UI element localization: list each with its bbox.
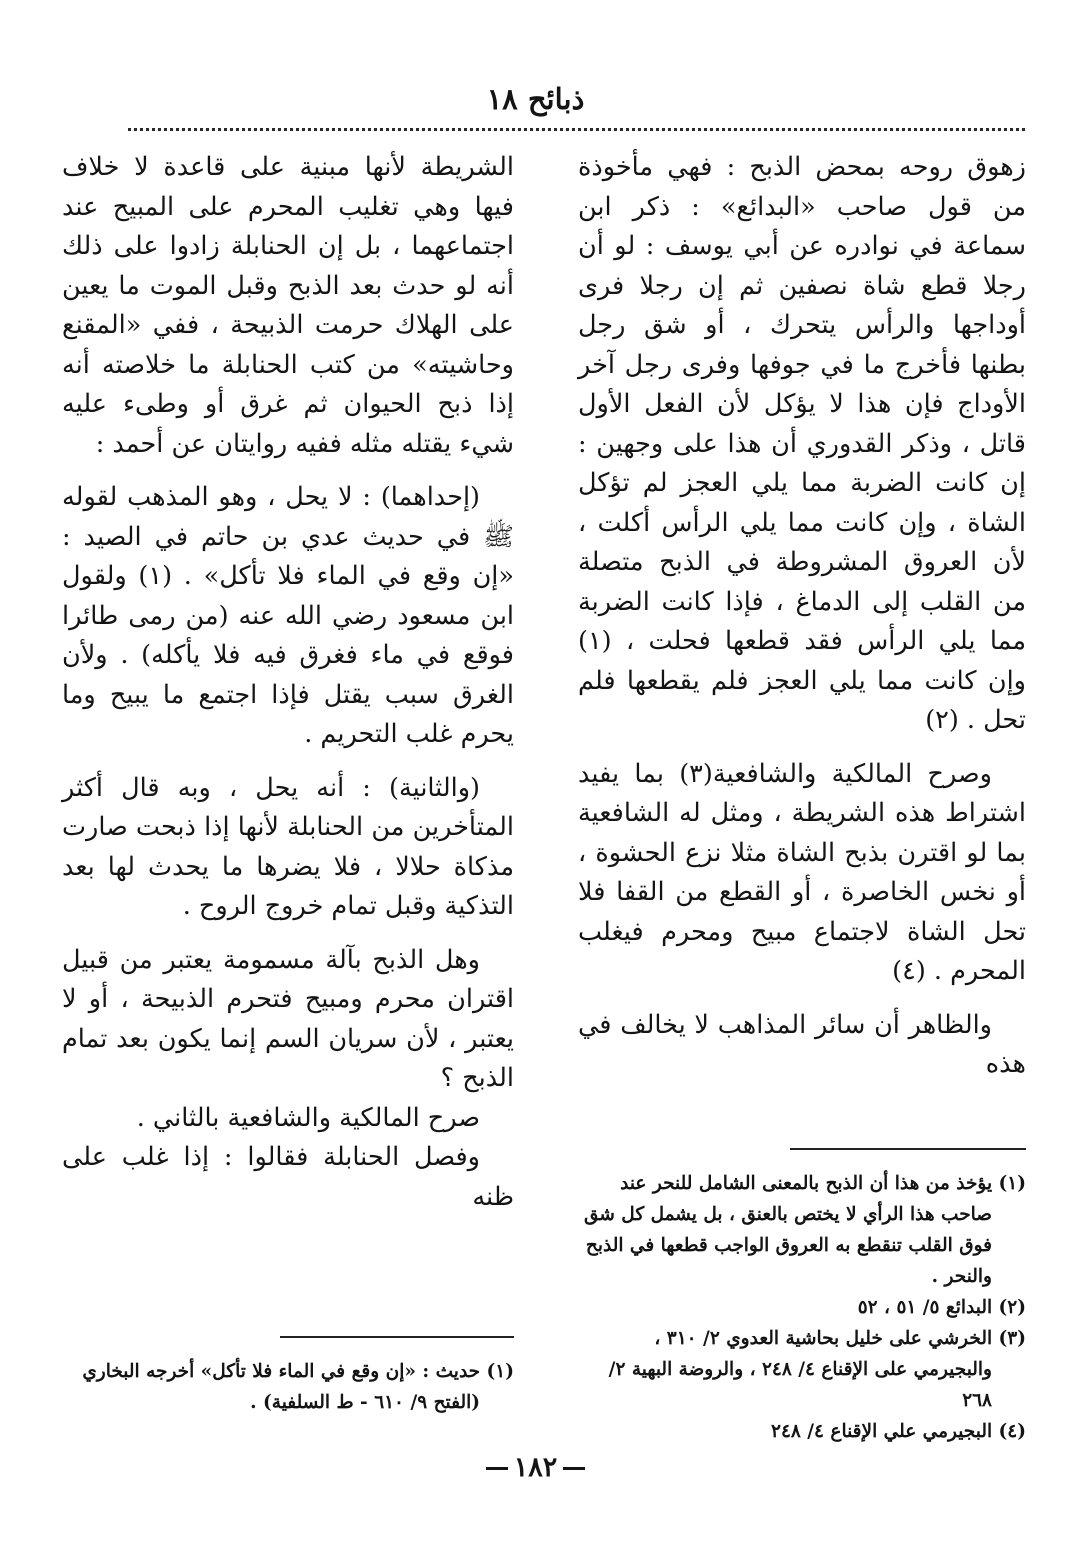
footnote-rule-left	[280, 1336, 514, 1338]
footnote-right-1: (١) يؤخذ من هذا أن الذبح بالمعنى الشامل للنحر عند صاحب هذا الرأي لا يختص بالعنق ، بل يشمل كل شق فوق القلب تنقطع به العروق الواجب قطعها في الذبح والنحر .	[583, 1173, 1026, 1287]
page-number-value: ١٨٢	[513, 1452, 558, 1483]
left-paragraph-3: (والثانية) : أنه يحل ، وبه قال أكثر المتأخرين من الحنابلة لأنها إذا ذبحت صارت مذكاة حلالا ، فلا يضرها ما يحدث لها بعد التذكية وقبل تمام خروج الروح .	[62, 772, 514, 921]
footnote-right-3: (٣) الخرشي على خليل بحاشية العدوي ٢/ ٣١٠ ، والبجيرمي على الإقناع ٤/ ٢٤٨ ، والروضة البهية ٢/ ٢٦٨	[608, 1328, 1026, 1411]
page-number	[0, 1452, 1071, 1483]
footnotes-right	[578, 1168, 1026, 1447]
right-paragraph-1: زهوق روحه بمحض الذبح : فهي مأخوذة من قول صاحب «البدائع» : ذكر ابن سماعة في نوادره عن أبي يوسف : لو أن رجلا قطع شاة نصفين ثم إن رجلا فرى أوداجها والرأس يتحرك ، أو شق رجل بطنها فأخرج ما في جوفها وفرى رجل آخر الأوداج فإن هذا لا يؤكل لأن الفعل الأول قاتل ، وذكر القدوري أن هذا على وجهين : إن كانت الضربة مما يلي العجز لم تؤكل الشاة ، وإن كانت مما يلي الرأس أكلت ، لأن العروق المشروطة في الذبح متصلة من القلب إلى الدماغ ، فإذا كانت الضربة مما يلي الرأس فقد قطعها فحلت ، (١) وإن كانت مما يلي العجز فلم يقطعها فلم تحل . (٢)	[578, 152, 1026, 735]
left-column	[62, 148, 514, 1217]
footnote-rule-right	[790, 1148, 1026, 1150]
left-paragraph-2: (إحداهما) : لا يحل ، وهو المذهب لقوله ﷺ في حديث عدي بن حاتم في الصيد : «إن وقع في الماء فلا تأكل» . (١) ولقول ابن مسعود رضي الله عنه (من رمى طائرا فوقع في ماء فغرق فيه فلا يأكله) . ولأن الغرق سبب يقتل فإذا اجتمع ما يبيح وما يحرم غلب التحريم .	[62, 482, 514, 749]
footnote-right-2: (٢) البدائع ٥/ ٥١ ، ٥٢	[857, 1297, 1026, 1318]
left-paragraph-1: الشريطة لأنها مبنية على قاعدة لا خلاف فيها وهي تغليب المحرم على المبيح عند اجتماعهما ، بل إن الحنابلة زادوا على ذلك أنه لو حدث بعد الذبح وقبل الموت ما يعين على الهلاك حرمت الذبيحة ، ففي «المقنع وحاشيته» من كتب الحنابلة ما خلاصته أنه إذا ذبح الحيوان ثم غرق أو وطىء عليه شيء يقتله مثله ففيه روايتان عن أحمد :	[62, 152, 514, 459]
right-column	[578, 148, 1026, 1085]
running-header: ذبائح ١٨	[486, 82, 585, 116]
left-paragraph-5: صرح المالكية والشافعية بالثاني .	[136, 1102, 480, 1133]
right-paragraph-2: وصرح المالكية والشافعية(٣) بما يفيد اشتراط هذه الشريطة ، ومثل له الشافعية بما لو اقترن بذبح الشاة مثلا نزع الحشوة ، أو نخس الخاصرة ، أو القطع من القفا فلا تحل الشاة لاجتماع مبيح ومحرم فيغلب المحرم . (٤)	[578, 758, 1026, 986]
page-number-dash-right	[563, 1467, 585, 1470]
left-paragraph-4: وهل الذبح بآلة مسمومة يعتبر من قبيل اقتران محرم ومبيح فتحرم الذبيحة ، أو لا يعتبر ، لأن سريان السم إنما يكون بعد تمام الذبح ؟	[62, 944, 514, 1093]
left-paragraph-6: وفصل الحنابلة فقالوا : إذا غلب على ظنه	[62, 1142, 514, 1212]
footnote-right-4: (٤) البجيرمي علي الإقناع ٤/ ٢٤٨	[771, 1421, 1026, 1442]
right-paragraph-3: والظاهر أن سائر المذاهب لا يخالف في هذه	[578, 1009, 1026, 1079]
footnotes-left	[62, 1356, 514, 1418]
header-dotted-rule	[128, 128, 1025, 131]
page-number-dash-left	[486, 1467, 508, 1470]
footnote-left-1: (١) حديث : «إن وقع في الماء فلا تأكل» أخرجه البخاري (الفتح ٩/ ٦١٠ - ط السلفية) .	[82, 1361, 514, 1413]
